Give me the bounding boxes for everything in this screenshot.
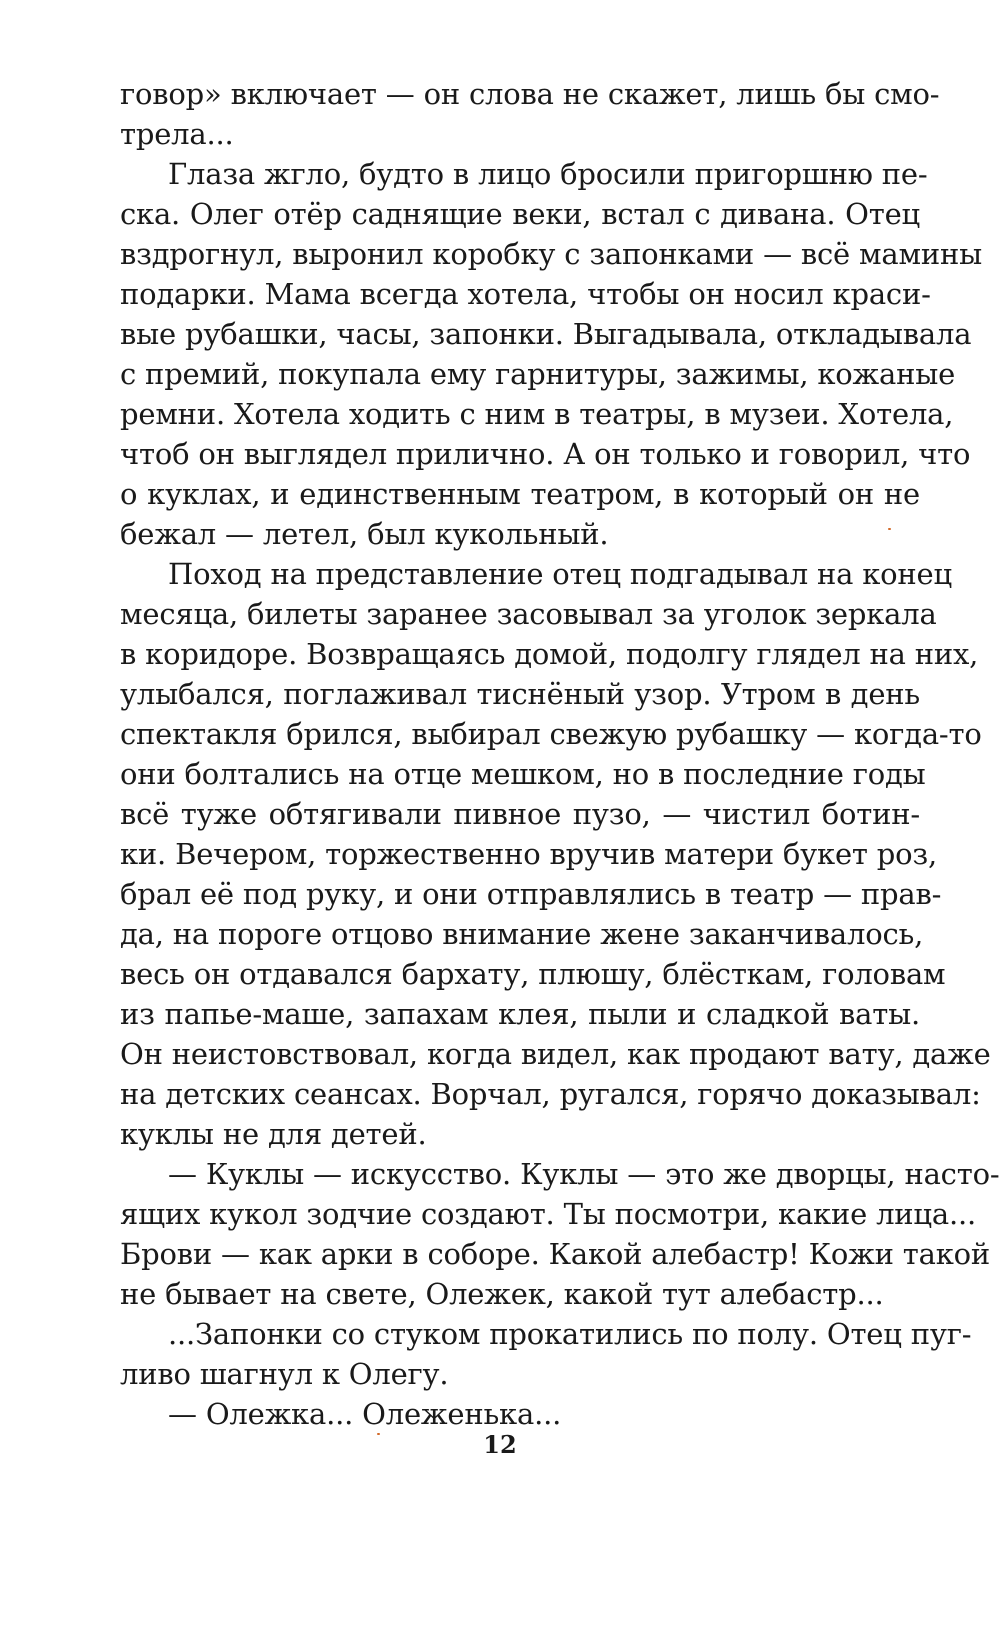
text-line: они болтались на отце мешком, но в последние годы	[120, 757, 926, 791]
text-line: подарки. Мама всегда хотела, чтобы он носил краси-	[120, 277, 931, 311]
text-line: вздрогнул, выронил коробку с запонками — всё мамины	[120, 237, 982, 271]
print-speck	[888, 528, 891, 530]
text-line: чтоб он выглядел прилично. А он только и говорил, что	[120, 437, 971, 471]
text-line: месяца, билеты заранее засовывал за уголок зеркала	[120, 597, 937, 631]
body-text	[120, 74, 1000, 1434]
text-line: на детских сеансах. Ворчал, ругался, горячо доказывал:	[120, 1077, 981, 1111]
text-line: да, на пороге отцово внимание жене заканчивалось,	[120, 917, 924, 951]
text-line: ремни. Хотела ходить с ним в театры, в музеи. Хотела,	[120, 397, 954, 431]
text-line: Брови — как арки в соборе. Какой алебастр! Кожи такой	[120, 1237, 991, 1271]
text-line: ливо шагнул к Олегу.	[120, 1357, 449, 1391]
text-line: Поход на представление отец подгадывал на конец	[168, 557, 952, 591]
text-line: с премий, покупала ему гарнитуры, зажимы, кожаные	[120, 357, 956, 391]
page-number: 12	[483, 1430, 517, 1459]
text-line: Он неистовствовал, когда видел, как продают вату, даже	[120, 1037, 991, 1071]
text-line: спектакля брился, выбирал свежую рубашку — когда-то	[120, 717, 982, 751]
text-line: ...Запонки со стуком прокатились по полу. Отец пуг-	[168, 1317, 972, 1351]
text-line: брал её под руку, и они отправлялись в театр — прав-	[120, 877, 942, 911]
text-line: улыбался, поглаживал тиснёный узор. Утром в день	[120, 677, 920, 711]
text-line: ки. Вечером, торжественно вручив матери букет роз,	[120, 837, 938, 871]
text-line: ска. Олег отёр саднящие веки, встал с дивана. Отец	[120, 197, 920, 231]
text-line: ящих кукол зодчие создают. Ты посмотри, какие лица...	[120, 1197, 977, 1231]
text-line: Глаза жгло, будто в лицо бросили пригоршню пе-	[168, 157, 928, 191]
text-line: — Олежка... Олеженька...	[168, 1397, 562, 1431]
text-line: вые рубашки, часы, запонки. Выгадывала, откладывала	[120, 317, 972, 351]
text-line: говор» включает — он слова не скажет, лишь бы смо-	[120, 77, 940, 111]
text-line: не бывает на свете, Олежек, какой тут алебастр...	[120, 1277, 884, 1311]
text-line: о куклах, и единственным театром, в который он не	[120, 477, 920, 511]
text-line: всё туже обтягивали пивное пузо, — чистил ботин-	[120, 797, 920, 831]
text-line: трела...	[120, 117, 234, 151]
text-line: — Куклы — искусство. Куклы — это же дворцы, насто-	[168, 1157, 1000, 1191]
text-line: весь он отдавался бархату, плюшу, блёсткам, головам	[120, 957, 946, 991]
text-line: из папье-маше, запахам клея, пыли и сладкой ваты.	[120, 997, 920, 1031]
text-line: бежал — летел, был кукольный.	[120, 517, 609, 551]
text-line: куклы не для детей.	[120, 1117, 427, 1151]
text-line: в коридоре. Возвращаясь домой, подолгу глядел на них,	[120, 637, 979, 671]
